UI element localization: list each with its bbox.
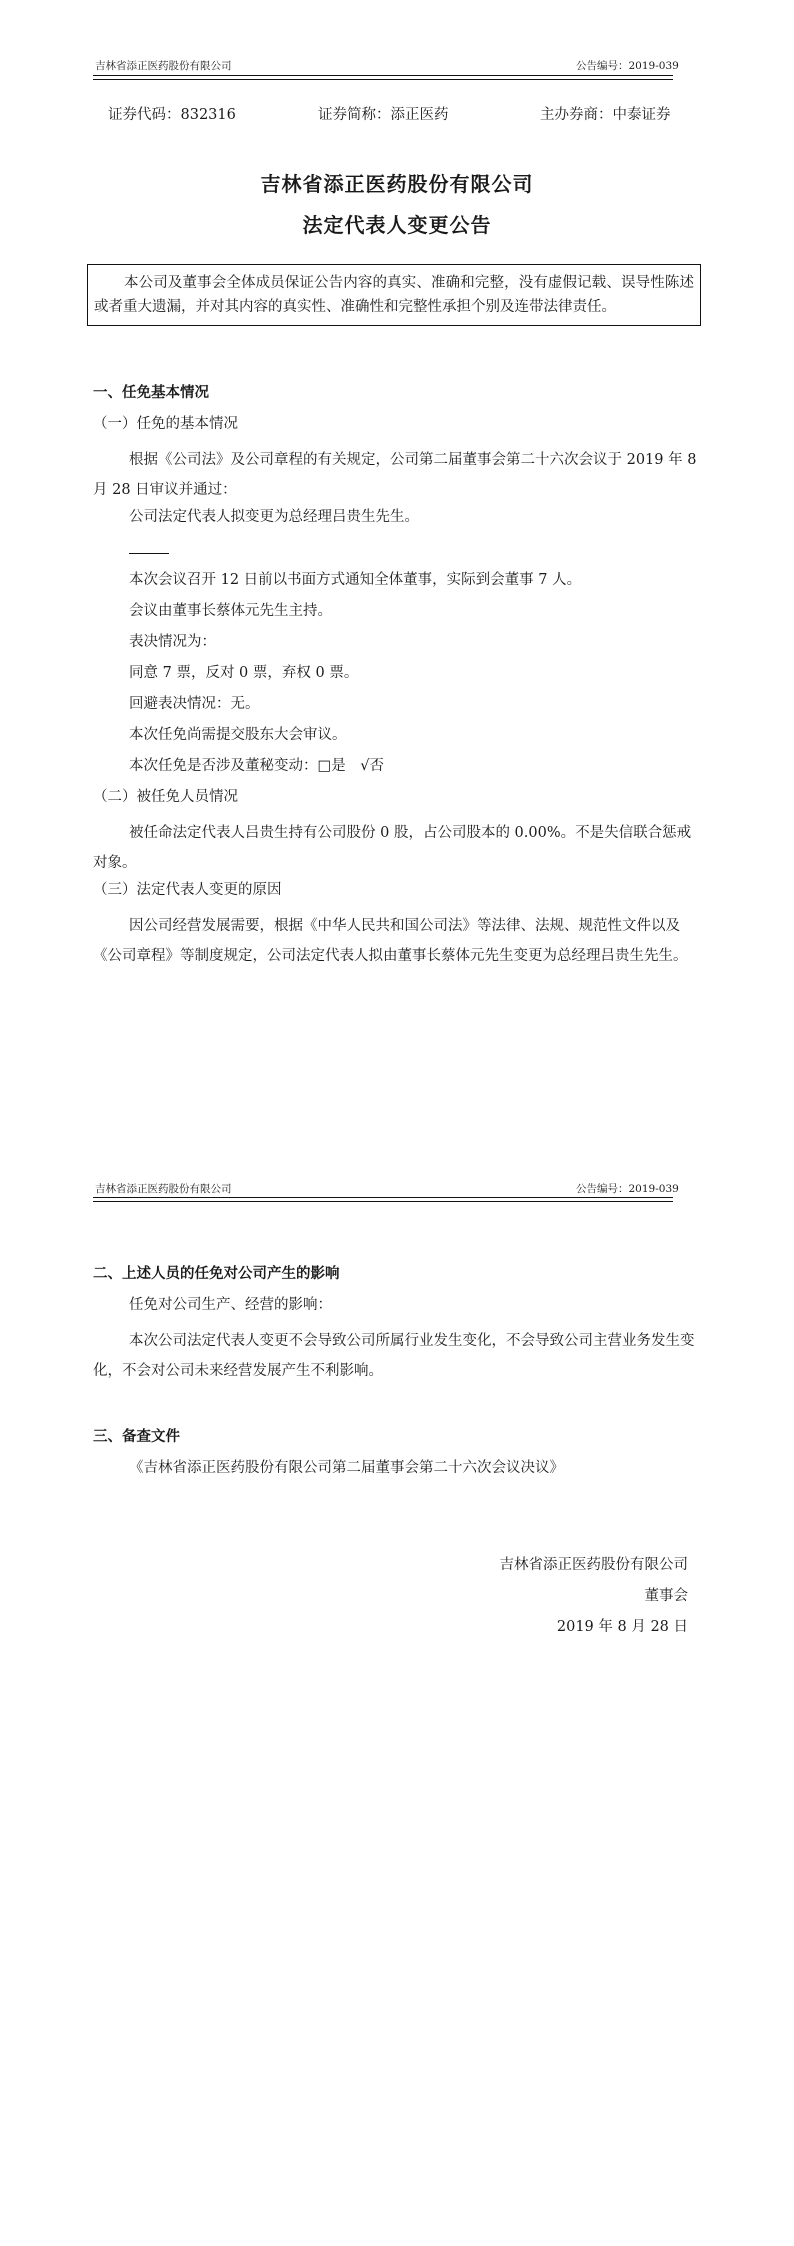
section-1-heading: 一、任免基本情况 [93,385,209,401]
header-notice-number: 公告编号：2019-039 [576,60,679,72]
document-title: 法定代表人变更公告 [302,213,492,237]
document-title-company: 吉林省添正医药股份有限公司 [260,172,534,196]
signature-board: 董事会 [644,1588,688,1604]
header-notice-number-page2: 公告编号：2019-039 [576,1183,679,1195]
subsection-1-1-heading: （一）任免的基本情况 [93,416,238,432]
section-3-heading: 三、备查文件 [93,1429,180,1445]
signature-date: 2019 年 8 月 28 日 [556,1619,688,1635]
paragraph-board-resolution: 根据《公司法》及公司章程的有关规定，公司第二届董事会第二十六次会议于 2019 年 8 月 28 日审议并通过： [93,452,697,498]
security-code: 证券代码：832316 [108,107,236,123]
paragraph-secretary-change: 本次任免是否涉及董秘变动：□是 √否 [129,758,384,774]
paragraph-impact-label: 任免对公司生产、经营的影响： [129,1297,332,1313]
header-rule-thin-page2 [93,1201,673,1202]
paragraph-vote-result: 同意 7 票，反对 0 票，弃权 0 票。 [129,665,359,681]
paragraph-meeting-notice: 本次会议召开 12 日前以书面方式通知全体董事，实际到会董事 7 人。 [129,572,582,588]
paragraph-shareholder-meeting: 本次任免尚需提交股东大会审议。 [129,727,347,743]
header-company: 吉林省添正医药股份有限公司 [95,60,232,72]
header-rule-thin [93,79,673,80]
security-short-name: 证券简称：添正医药 [318,107,449,123]
paragraph-change-reason: 因公司经营发展需要，根据《中华人民共和国公司法》等法律、法规、规范性文件以及《公司章程》等制度规定，公司法定代表人拟由董事长蔡体元先生变更为总经理吕贵生先生。 [93,918,688,964]
separator-line [129,553,169,554]
paragraph-impact: 本次公司法定代表人变更不会导致公司所属行业发生变化，不会导致公司主营业务发生变化，不会对公司未来经营发展产生不利影响。 [93,1333,695,1379]
paragraph-reference-document: 《吉林省添正医药股份有限公司第二届董事会第二十六次会议决议》 [129,1460,564,1476]
paragraph-proposed-change: 公司法定代表人拟变更为总经理吕贵生先生。 [129,509,419,525]
paragraph-chair: 会议由董事长蔡体元先生主持。 [129,603,332,619]
subsection-1-2-heading: （二）被任免人员情况 [93,789,238,805]
header-company-page2: 吉林省添正医药股份有限公司 [95,1183,232,1195]
header-rule [93,75,673,76]
paragraph-recusal: 回避表决情况：无。 [129,696,260,712]
sponsor-broker: 主办券商：中泰证券 [540,107,671,123]
header-rule-page2 [93,1197,673,1198]
disclaimer-box: 本公司及董事会全体成员保证公告内容的真实、准确和完整，没有虚假记载、误导性陈述或者重大遗漏，并对其内容的真实性、准确性和完整性承担个别及连带法律责任。 [87,264,701,326]
section-2-heading: 二、上述人员的任免对公司产生的影响 [93,1266,340,1282]
signature-company: 吉林省添正医药股份有限公司 [499,1557,688,1573]
paragraph-vote-label: 表决情况为： [129,634,216,650]
subsection-1-3-heading: （三）法定代表人变更的原因 [93,882,282,898]
paragraph-appointee-shares: 被任命法定代表人吕贵生持有公司股份 0 股，占公司股本的 0.00%。不是失信联合惩戒对象。 [93,825,692,871]
